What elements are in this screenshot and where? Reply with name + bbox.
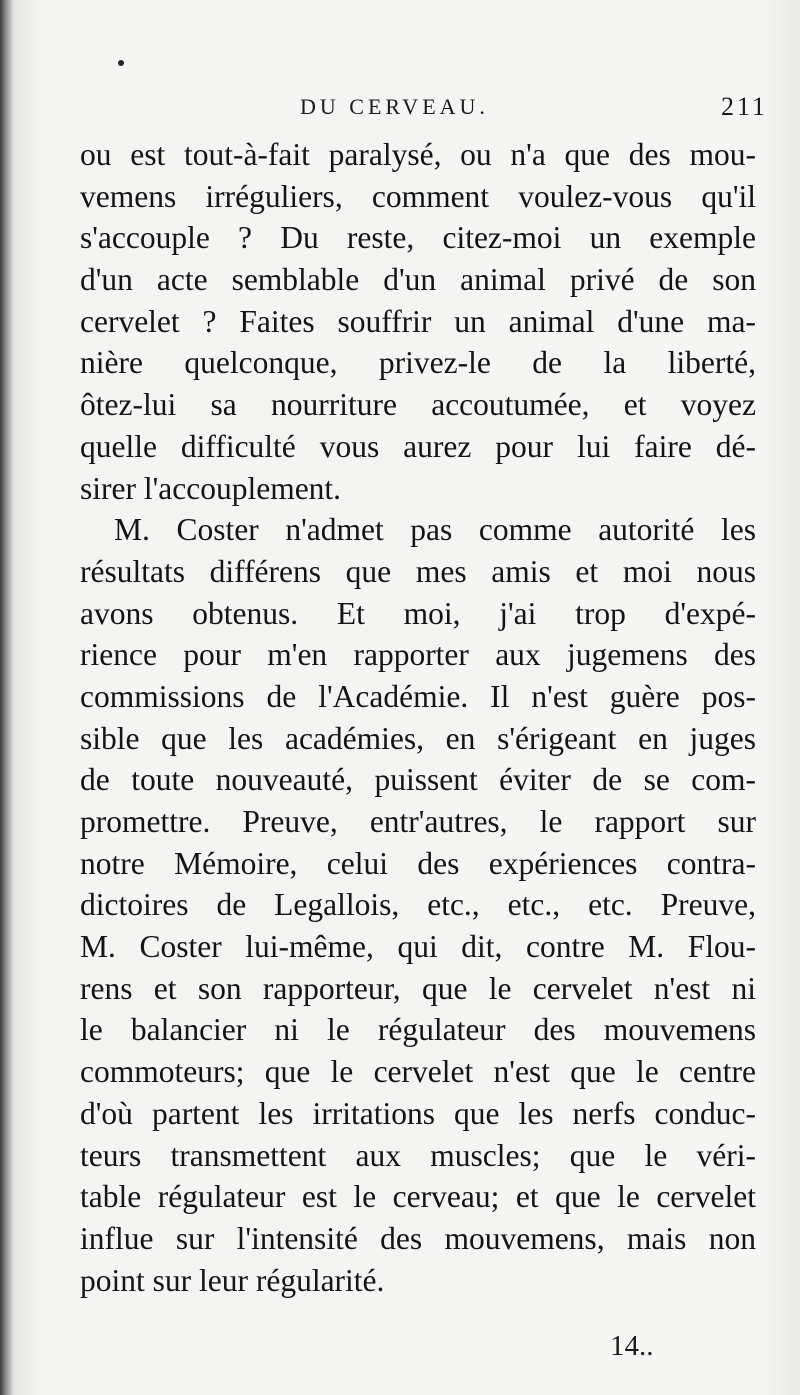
text-line: s'accouple ? Du reste, citez-moi un exemple <box>80 220 756 256</box>
page-number: 211 <box>720 92 768 121</box>
page-header <box>0 92 800 132</box>
text-line: le balancier ni le régulateur des mouvemens <box>80 1012 756 1048</box>
text-line: d'où partent les irritations que les nerfs conduc- <box>80 1095 756 1131</box>
text-line: commissions de l'Académie. Il n'est guère pos- <box>80 678 756 714</box>
text-line: sirer l'accouplement. <box>80 470 342 506</box>
text-line: sible que les académies, en s'érigeant en juges <box>80 720 756 756</box>
text-line: rience pour m'en rapporter aux jugemens des <box>80 637 756 673</box>
body-text <box>80 134 756 1301</box>
text-line: M. Coster lui-même, qui dit, contre M. Flou- <box>80 929 756 965</box>
text-line: commoteurs; que le cervelet n'est que le centre <box>80 1054 756 1090</box>
text-line: ou est tout-à-fait paralysé, ou n'a que des mou- <box>80 137 756 172</box>
text-line: promettre. Preuve, entr'autres, le rapport sur <box>80 804 756 839</box>
text-line: vemens irréguliers, comment voulez-vous qu'il <box>80 178 756 214</box>
text-line: influe sur l'intensité des mouvemens, mais non <box>80 1220 756 1256</box>
text-line: dictoires de Legallois, etc., etc., etc. Preuve, <box>80 887 756 923</box>
text-line: M. Coster n'admet pas comme autorité les <box>114 512 756 548</box>
text-line: de toute nouveauté, puissent éviter de se com- <box>80 762 756 798</box>
running-head: DU CERVEAU. <box>300 94 489 119</box>
signature-mark: 14.. <box>610 1330 654 1362</box>
text-line: teurs transmettent aux muscles; que le véri- <box>80 1137 756 1173</box>
text-line: résultats différens que mes amis et moi nous <box>80 553 756 589</box>
text-line: quelle difficulté vous aurez pour lui faire dé- <box>80 428 756 464</box>
text-line: notre Mémoire, celui des expériences contra- <box>80 845 756 881</box>
text-line: point sur leur régularité. <box>80 1262 385 1298</box>
text-line: rens et son rapporteur, que le cervelet n'est ni <box>80 970 756 1006</box>
ink-speck <box>118 60 124 66</box>
text-line: ôtez-lui sa nourriture accoutumée, et voyez <box>80 387 756 423</box>
text-line: avons obtenus. Et moi, j'ai trop d'expé- <box>80 595 756 631</box>
text-line: d'un acte semblable d'un animal privé de son <box>80 262 756 298</box>
text-line: cervelet ? Faites souffrir un animal d'une ma- <box>80 303 756 339</box>
text-line: nière quelconque, privez-le de la liberté, <box>80 345 756 381</box>
text-line: table régulateur est le cerveau; et que le cervelet <box>80 1179 756 1215</box>
